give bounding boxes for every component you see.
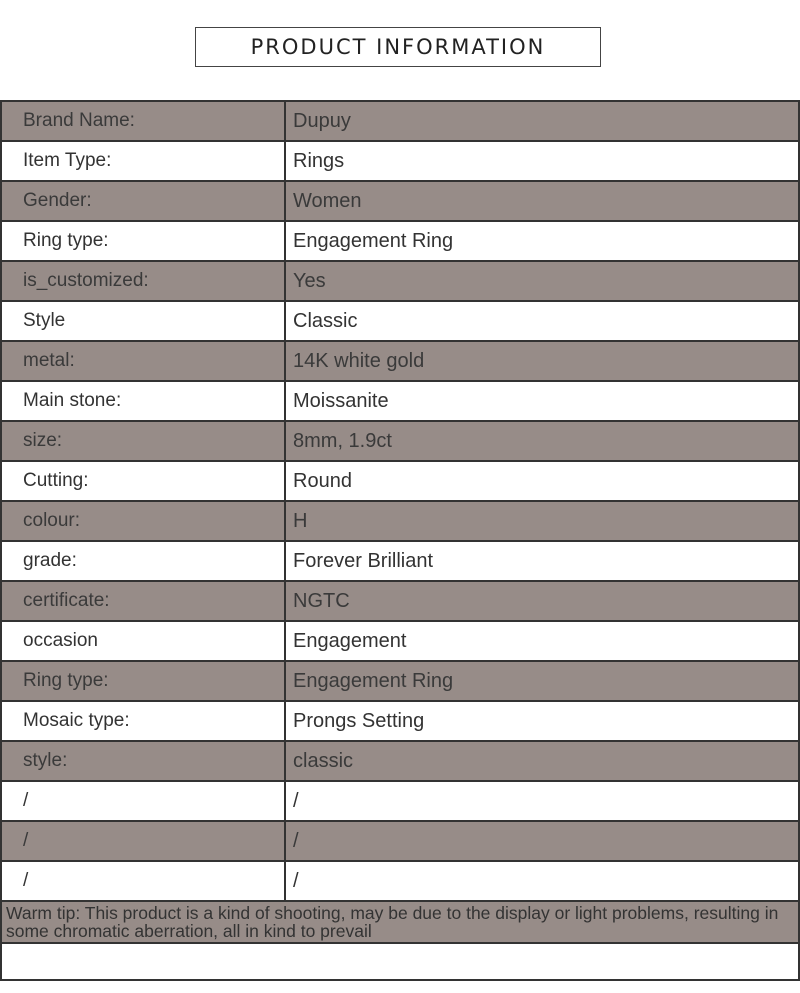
spec-label: metal: [2,342,286,380]
spec-value: Moissanite [293,389,389,412]
spec-value: Round [293,469,352,492]
table-row [2,382,798,422]
spec-label: Gender: [2,182,286,220]
spec-label: is_customized: [2,262,286,300]
spec-label: style: [2,742,286,780]
spec-value: / [293,789,299,812]
spec-table [0,100,800,981]
spec-value: NGTC [293,589,350,612]
spec-value: Forever Brilliant [293,549,434,572]
spec-value: 8mm, 1.9ct [293,429,392,452]
spec-label: grade: [2,542,286,580]
spec-value: Engagement Ring [293,229,454,252]
spec-value: Rings [293,149,345,172]
spec-value: Engagement Ring [293,669,454,692]
spec-label: Ring type: [2,222,286,260]
spec-value: Engagement [293,629,407,652]
spec-label: colour: [2,502,286,540]
spec-value: / [293,869,299,892]
table-row [2,702,798,742]
table-row [2,622,798,662]
table-row [2,582,798,622]
spec-label: Item Type: [2,142,286,180]
table-row [2,222,798,262]
spec-label: / [2,782,286,820]
table-row [2,302,798,342]
table-row [2,822,798,862]
table-row [2,102,798,142]
spec-value: classic [293,749,354,772]
table-row [2,502,798,542]
spec-value: Yes [293,269,326,292]
spec-value: 14K white gold [293,349,425,372]
spec-value: Dupuy [293,109,351,132]
table-row [2,542,798,582]
spec-label: Brand Name: [2,102,286,140]
spec-label: certificate: [2,582,286,620]
spec-label: Mosaic type: [2,702,286,740]
spec-value: Women [293,189,362,212]
spec-label: Ring type: [2,662,286,700]
empty-footer-row [2,944,798,981]
table-row [2,782,798,822]
spec-label: / [2,862,286,900]
table-row [2,862,798,902]
table-row [2,422,798,462]
spec-value: Prongs Setting [293,709,425,732]
table-row [2,462,798,502]
spec-label: occasion [2,622,286,660]
spec-label: Main stone: [2,382,286,420]
table-row [2,742,798,782]
table-row [2,182,798,222]
spec-label: Style [2,302,286,340]
spec-value: H [293,509,308,532]
page-title: PRODUCT INFORMATION [195,27,601,67]
table-row [2,262,798,302]
table-row [2,342,798,382]
spec-label: Cutting: [2,462,286,500]
table-row [2,662,798,702]
spec-value: / [293,829,299,852]
spec-value: Classic [293,309,358,332]
spec-label: size: [2,422,286,460]
table-row [2,142,798,182]
warm-tip-note: Warm tip: This product is a kind of shooting, may be due to the display or light problems, resulting in some chromatic aberration, all in kind to prevail [2,902,798,944]
spec-label: / [2,822,286,860]
